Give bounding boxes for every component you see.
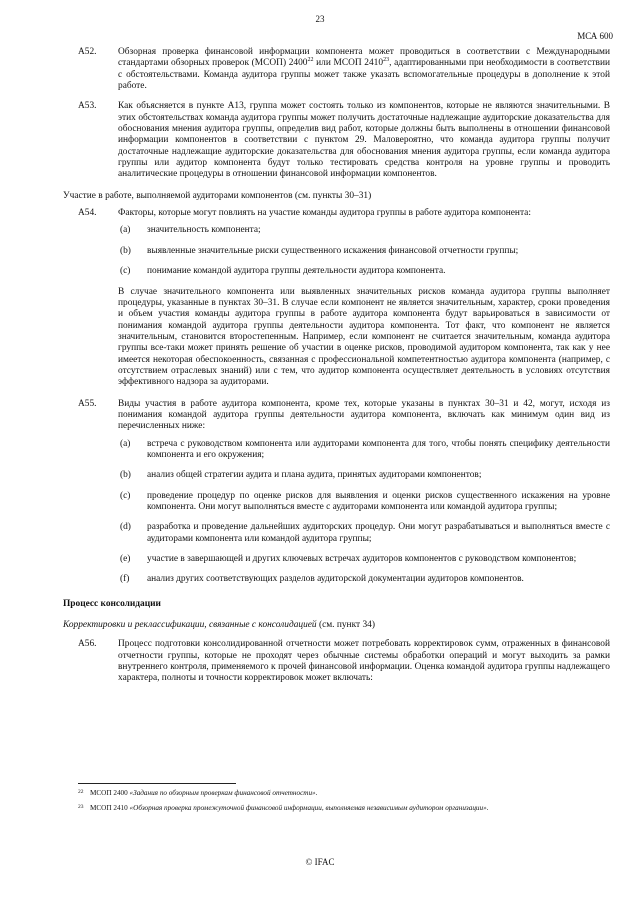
- copyright-footer: © IFAC: [305, 857, 335, 867]
- main-content: [63, 47, 610, 685]
- footnote-mark: 23: [78, 804, 84, 810]
- footnote-mark: 22: [78, 789, 84, 795]
- section-subheading: Корректировки и реклассификации, связанные с консолидацией (см. пункт 34): [63, 620, 375, 631]
- paragraph-id: A53.: [78, 101, 97, 112]
- paragraph-a53: [78, 101, 610, 180]
- list-item: (c) проведение процедур по оценке рисков для выявления и оценки рисков существенного искажения на уровне компонента. Они могут выполняться вместе с аудиторами компонента или командой аудитора группы;: [120, 490, 610, 512]
- paragraph-id: A55.: [78, 398, 97, 409]
- paragraph-a54: [78, 208, 610, 388]
- paragraph-text: , адаптированными при необходимости в соответствии с обстоятельствами. Команда аудитора группы может также указать вспомогательные процедуры в дополнение к этой работе.: [118, 58, 610, 92]
- paragraph-text: Как объясняется в пункте A13, группа может состоять только из компонентов, которые не являются значительными. В этих обстоятельствах команда аудитора группы может получить достаточные надлежащие аудиторские доказательства для обоснования мнения аудитора группы, определив вид работ, которые должны быть выполнены в отношении финансовой информации компонентов в соответствии с пунктом 29. Маловероятно, что команда аудитора группы получит достаточные надлежащие аудиторские доказательства для обоснования мнения аудитора группы, если команда аудитора группы или аудитор компонента будут только тестировать средства контроля на уровне группы и проводить аналитические процедуры в отношении финансовой информации компонентов.: [118, 101, 610, 180]
- list-item: (a) встреча с руководством компонента или аудиторами компонента для того, чтобы понять специфику деятельности компонента и его окружения;: [120, 438, 610, 460]
- footnote: 22 МСОП 2400 «Задания по обзорным проверкам финансовой отчетности».: [78, 789, 318, 797]
- footnote-divider: [78, 783, 236, 784]
- list-item: (f) анализ других соответствующих разделов аудиторской документации аудиторов компонентов.: [120, 574, 524, 585]
- paragraph-text: или МСОП 2410: [313, 58, 384, 69]
- paragraph-a52: [78, 47, 610, 92]
- list-item: (e) участие в завершающей и других ключевых встречах аудиторов компонентов с руководством компонентов;: [120, 554, 577, 565]
- paragraph-text: Факторы, которые могут повлиять на участие команды аудитора группы в работе аудитора компонента:: [118, 208, 531, 219]
- footnote: 23 МСОП 2410 «Обзорная проверка промежуточной финансовой информации, выполняемая независимым аудитором организации».: [78, 804, 489, 812]
- section-heading: Процесс консолидации: [63, 598, 161, 609]
- page-number: 23: [315, 14, 325, 24]
- paragraph-body: В случае значительного компонента или выявленных значительных рисков команда аудитора группы выполняет процедуры, указанные в пунктах 30–31. В случае если компонент не является значительным, характер, сроки проведения и объем участия команды аудитора группы в работе аудитора компонента будут варьироваться в зависимости от понимания командой аудитора группы деятельности аудитора компонента. Тот факт, что компонент не является значительным, становится второстепенным. Например, если компонент не считается значительным, команда аудитора группы все-таки может принять решение об участии в оценке рисков, проводимой аудитором компонента, так как у нее имеется некоторая обеспокоенность, связанная с профессиональной компетентностью аудитора компонента (например, с отсутствием отраслевых знаний) или с тем, что аудитор компонента осуществляет деятельность в условиях отсутствия эффективного надзора за аудиторами.: [118, 286, 610, 388]
- paragraph-id: A54.: [78, 208, 97, 219]
- footnote-ref: 23: [383, 57, 390, 64]
- paragraph-id: A52.: [78, 47, 97, 57]
- paragraph-text: Обзорная проверка финансовой информации компонента может проводиться в соответствии с Международными стандартами обзорных проверок (МСОП) 2400: [118, 47, 610, 69]
- section-heading: Участие в работе, выполняемой аудиторами компонентов (см. пункты 30–31): [63, 190, 372, 201]
- paragraph-id: A56.: [78, 639, 97, 650]
- document-code: МСА 600: [577, 31, 613, 41]
- paragraph-a56: [78, 639, 610, 684]
- list-item: (b) анализ общей стратегии аудита и плана аудита, принятых аудиторами компонентов;: [120, 470, 482, 481]
- paragraph-text: Виды участия в работе аудитора компонента, кроме тех, которые указаны в пунктах 30–31 и 42, могут, исходя из понимания командой аудитора группы деятельности аудитора компонента, включать как минимум один вид из перечисленных ниже:: [118, 398, 610, 432]
- paragraph-a55: [78, 399, 610, 586]
- list-item: (d) разработка и проведение дальнейших аудиторских процедур. Они могут разрабатываться и выполняться вместе с аудиторами компонента или командой аудитора группы;: [120, 522, 610, 544]
- footnote-ref: 22: [307, 57, 314, 64]
- list-item: (b) выявленные значительные риски существенного искажения финансовой отчетности группы;: [120, 245, 519, 256]
- list-item: (c) понимание командой аудитора группы деятельности аудитора компонента.: [120, 266, 446, 277]
- paragraph-text: Процесс подготовки консолидированной отчетности может потребовать корректировок сумм, отраженных в финансовой отчетности группы, которые не проходят через обычные системы обработки операций и могут выходить за рамки внутреннего контроля, применяемого к прочей финансовой информации. Оценка командой аудитора группы надлежащего характера, полноты и точности корректировок может включать:: [118, 639, 610, 684]
- list-item: (a) значительность компонента;: [120, 225, 261, 236]
